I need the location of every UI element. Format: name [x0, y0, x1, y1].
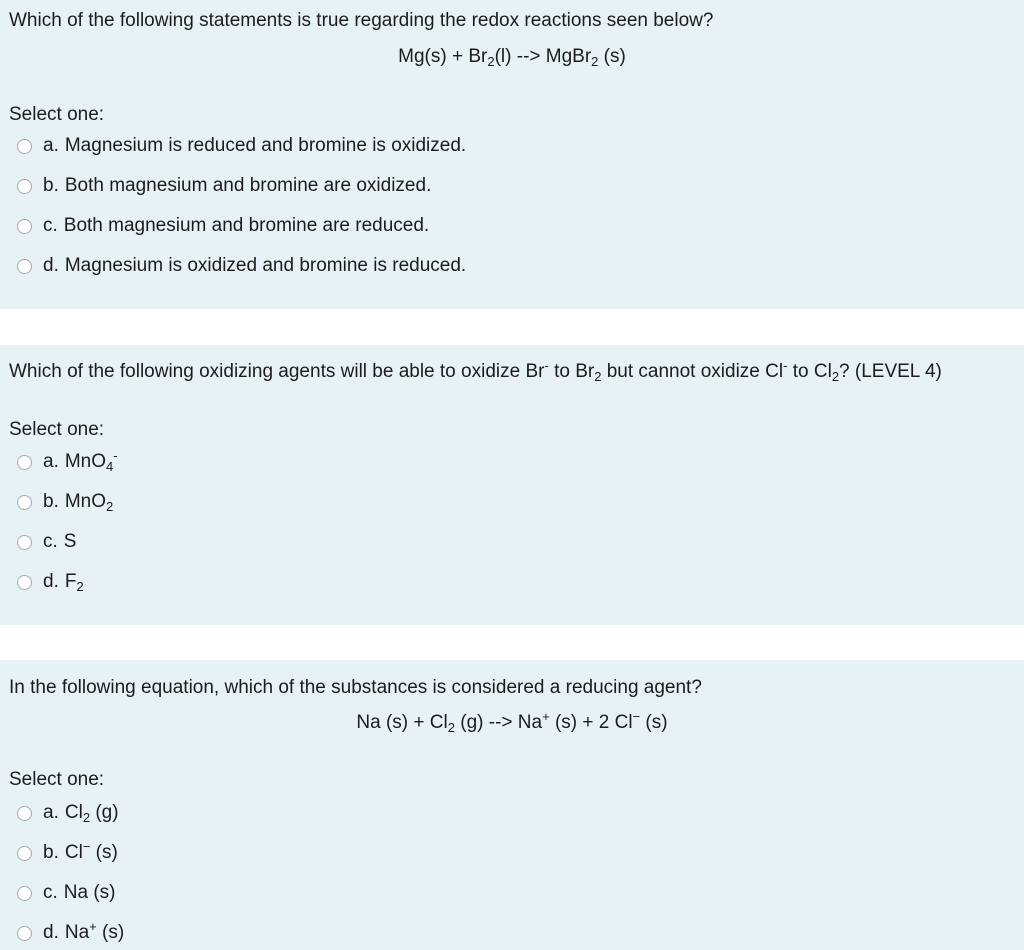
option-text: Both magnesium and bromine are reduced. — [63, 215, 430, 236]
option-text: Both magnesium and bromine are oxidized. — [64, 175, 432, 196]
q2-option-c[interactable] — [17, 529, 76, 555]
radio-button[interactable] — [17, 886, 32, 901]
q3-option-a[interactable] — [17, 800, 119, 826]
q1-option-c[interactable] — [17, 213, 429, 239]
option-text: Na (s) — [63, 882, 116, 903]
option-letter: a. — [43, 451, 59, 472]
option-letter: b. — [43, 491, 59, 512]
option-text: Magnesium is reduced and bromine is oxidized. — [64, 135, 467, 156]
q1-option-a[interactable] — [17, 133, 466, 159]
option-letter: b. — [43, 175, 59, 196]
option-letter: c. — [43, 531, 58, 552]
option-letter: c. — [43, 215, 58, 236]
option-letter: d. — [43, 255, 59, 276]
question-3-equation: Na $(s) + Cl_2$ (g) --> Na+ (s) + 2 Cl− (s) — [356, 709, 668, 735]
option-letter: a. — [43, 135, 59, 156]
question-1 — [0, 0, 1024, 309]
option-letter: c. — [43, 882, 58, 903]
q2-option-b[interactable] — [17, 489, 113, 515]
option-letter: d. — [43, 571, 59, 592]
q2-option-d[interactable] — [17, 569, 84, 595]
question-1-text: Which of the following statements is true regarding the redox reactions seen below? — [9, 10, 714, 31]
q2-option-a[interactable] — [17, 449, 118, 475]
q3-option-c[interactable] — [17, 880, 116, 906]
radio-button[interactable] — [17, 495, 32, 510]
radio-button[interactable] — [17, 806, 32, 821]
option-text: Magnesium is oxidized and bromine is reduced. — [64, 255, 467, 276]
option-text: $F_2$ — [64, 571, 84, 594]
radio-button[interactable] — [17, 575, 32, 590]
radio-button[interactable] — [17, 139, 32, 154]
select-one-label: Select one: — [9, 769, 105, 790]
question-2 — [0, 345, 1024, 625]
radio-button[interactable] — [17, 535, 32, 550]
radio-button[interactable] — [17, 926, 32, 941]
option-text: MnO$_2$ — [64, 491, 114, 514]
q3-option-b[interactable] — [17, 840, 118, 866]
option-text: MnO$_4$- — [64, 448, 118, 474]
radio-button[interactable] — [17, 455, 32, 470]
q1-option-b[interactable] — [17, 173, 431, 199]
select-one-label: Select one: — [9, 104, 105, 125]
option-text: Na+ (s) — [64, 919, 125, 943]
option-letter: d. — [43, 922, 59, 943]
select-one-label: Select one: — [9, 419, 105, 440]
option-text: S — [63, 531, 77, 552]
option-text: $Cl_2$ (g) — [64, 802, 119, 825]
q3-option-d[interactable] — [17, 920, 124, 946]
radio-button[interactable] — [17, 219, 32, 234]
option-letter: b. — [43, 842, 59, 863]
radio-button[interactable] — [17, 259, 32, 274]
question-3 — [0, 660, 1024, 950]
radio-button[interactable] — [17, 179, 32, 194]
option-text: Cl− (s) — [64, 839, 118, 863]
radio-button[interactable] — [17, 846, 32, 861]
option-letter: a. — [43, 802, 59, 823]
question-3-text: In the following equation, which of the substances is considered a reducing agent? — [9, 677, 702, 698]
question-1-equation: $Mg(s) + Br_2(l)$ --> MgBr$_2$ (s) — [398, 46, 626, 69]
question-2-text: Which of the following oxidizing agents will be able to oxidize Br- to $Br_2$ but cannot oxidize Cl- to $Cl_2$? (LEVEL 4) — [9, 358, 942, 384]
q1-option-d[interactable] — [17, 253, 466, 279]
